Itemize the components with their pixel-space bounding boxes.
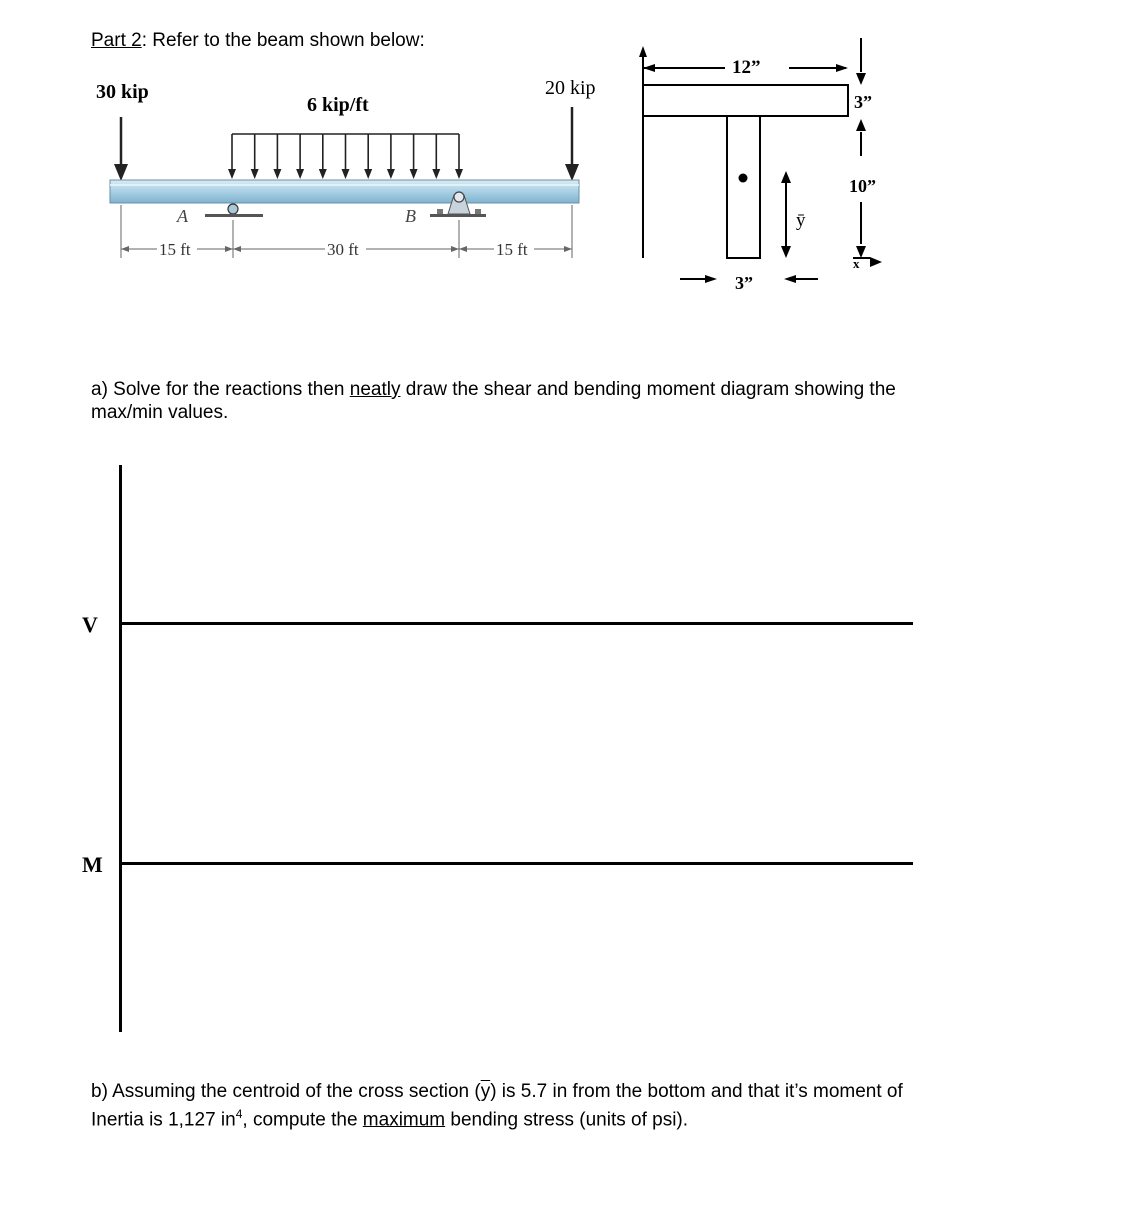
- flange: [643, 85, 848, 116]
- distributed-load-label: 6 kip/ft: [307, 94, 369, 116]
- web: [727, 116, 760, 258]
- height-dimensions: [853, 38, 882, 267]
- distributed-load-arrows: [228, 134, 463, 179]
- centroid-symbol: ȳ: [796, 210, 806, 231]
- dim-label-1: 15 ft: [159, 240, 191, 259]
- cross-section-figure: [620, 30, 900, 305]
- question-b-line2c: bending stress (units of psi).: [445, 1109, 689, 1131]
- question-b-emph: maximum: [362, 1109, 446, 1131]
- web-width-label: 3”: [735, 273, 753, 293]
- diagram-vertical-axis: [119, 465, 122, 1032]
- part-suffix: : Refer to the beam shown below:: [141, 30, 425, 51]
- question-a-emph: neatly: [349, 379, 401, 400]
- shear-label: V: [82, 612, 98, 637]
- support-b-label: B: [405, 206, 416, 226]
- question-b-ybar: $\overline{y}$: [480, 1081, 491, 1102]
- support-a-roller: [205, 204, 263, 217]
- point-load-left-arrow: [114, 117, 128, 181]
- dim-label-3: 15 ft: [496, 240, 528, 259]
- flange-thickness-label: 3”: [854, 92, 872, 112]
- question-b-line1b: ) is 5.7 in from the bottom and that it’s moment of: [490, 1081, 903, 1102]
- part-label: Part 2: [91, 30, 142, 51]
- load-left-label: 30 kip: [96, 81, 149, 103]
- beam-figure: [0, 0, 620, 280]
- dim-label-2: 30 ft: [327, 240, 359, 259]
- question-b-sup: 4: [235, 1107, 243, 1121]
- question-b: [91, 1080, 1041, 1131]
- question-b-line2b: , compute the: [242, 1109, 363, 1131]
- point-load-right-arrow: [565, 107, 579, 181]
- load-right-label: 20 kip: [545, 77, 596, 99]
- beam-body: [110, 180, 579, 203]
- question-a-line2: max/min values.: [91, 402, 229, 423]
- question-b-line1a: b) Assuming the centroid of the cross section (: [91, 1081, 481, 1102]
- question-a-suffix: draw the shear and bending moment diagram showing the: [400, 379, 896, 400]
- moment-axis: [119, 862, 913, 865]
- question-a-prefix: a) Solve for the reactions then: [91, 379, 350, 400]
- web-height-label: 10”: [849, 176, 876, 196]
- centroid-dot: [739, 174, 748, 183]
- moment-label: M: [82, 852, 103, 877]
- axis-label: x: [853, 256, 860, 271]
- question-b-line2a: Inertia is 1,127 in: [91, 1109, 236, 1131]
- question-a: [91, 378, 991, 424]
- flange-width-label: 12”: [732, 57, 761, 78]
- support-a-label: A: [177, 206, 188, 226]
- centroid-dimension: [781, 171, 791, 258]
- shear-axis: [119, 622, 913, 625]
